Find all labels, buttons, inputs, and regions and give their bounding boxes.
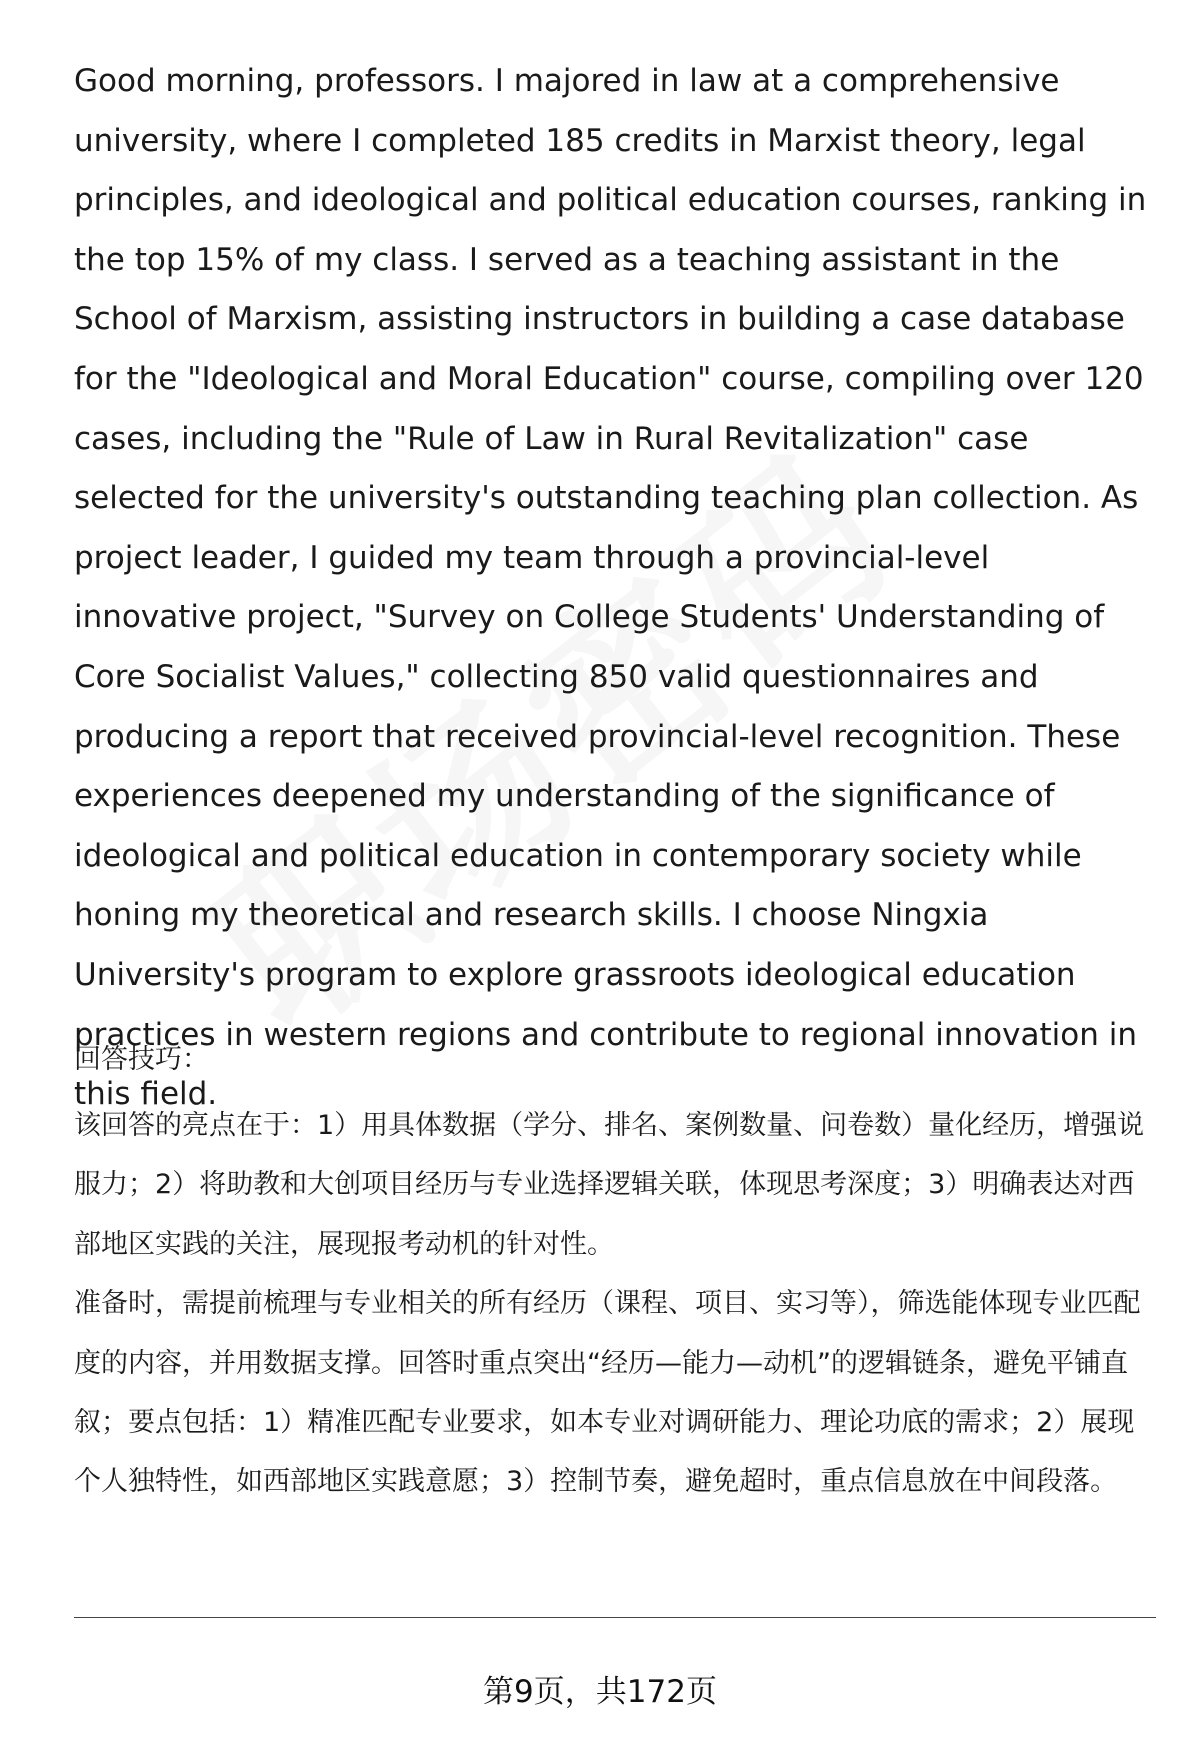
page-number: 第9页，共172页 bbox=[483, 1674, 717, 1710]
tips-heading: 回答技巧： bbox=[74, 1044, 209, 1075]
answer-paragraph: Good morning, professors. I majored in law at a comprehensive university, where I completed 185 credits in Marxist theory, legal principles, and ideological and political education courses, ranking in the top 15% of my class. I served as a teaching assistant in the School of Marxism, assisting instructors in building a case database for the "Ideological and Moral Education" course, compiling over 120 cases, including the "Rule of Law in Rural Revitalization" case selected for the university's outstanding teaching plan collection. As project leader, I guided my team through a provincial-level innovative project, "Survey on College Students' Understanding of Core Socialist Values," collecting 850 valid questionnaires and producing a report that received provincial-level recognition. These experiences deepened my understanding of the significance of ideological and political education in contemporary society while honing my theoretical and research skills. I choose Ningxia University's program to explore grassroots ideological education practices in western regions and contribute to regional innovation in this field. bbox=[74, 63, 1147, 1113]
tips-section bbox=[74, 1096, 1160, 1512]
footer-divider bbox=[74, 1617, 1156, 1618]
tips-paragraph-preparation: 准备时，需提前梳理与专业相关的所有经历（课程、项目、实习等），筛选能体现专业匹配度的内容，并用数据支撑。回答时重点突出“经历—能力—动机”的逻辑链条，避免平铺直叙；要点包括：1）精准匹配专业要求，如本专业对调研能力、理论功底的需求；2）展现个人独特性，如西部地区实践意愿；3）控制节奏，避免超时，重点信息放在中间段落。 bbox=[74, 1288, 1141, 1498]
tips-paragraph-highlights: 该回答的亮点在于：1）用具体数据（学分、排名、案例数量、问卷数）量化经历，增强说服力；2）将助教和大创项目经历与专业选择逻辑关联，体现思考深度；3）明确表达对西部地区实践的关注，展现报考动机的针对性。 bbox=[74, 1110, 1145, 1260]
